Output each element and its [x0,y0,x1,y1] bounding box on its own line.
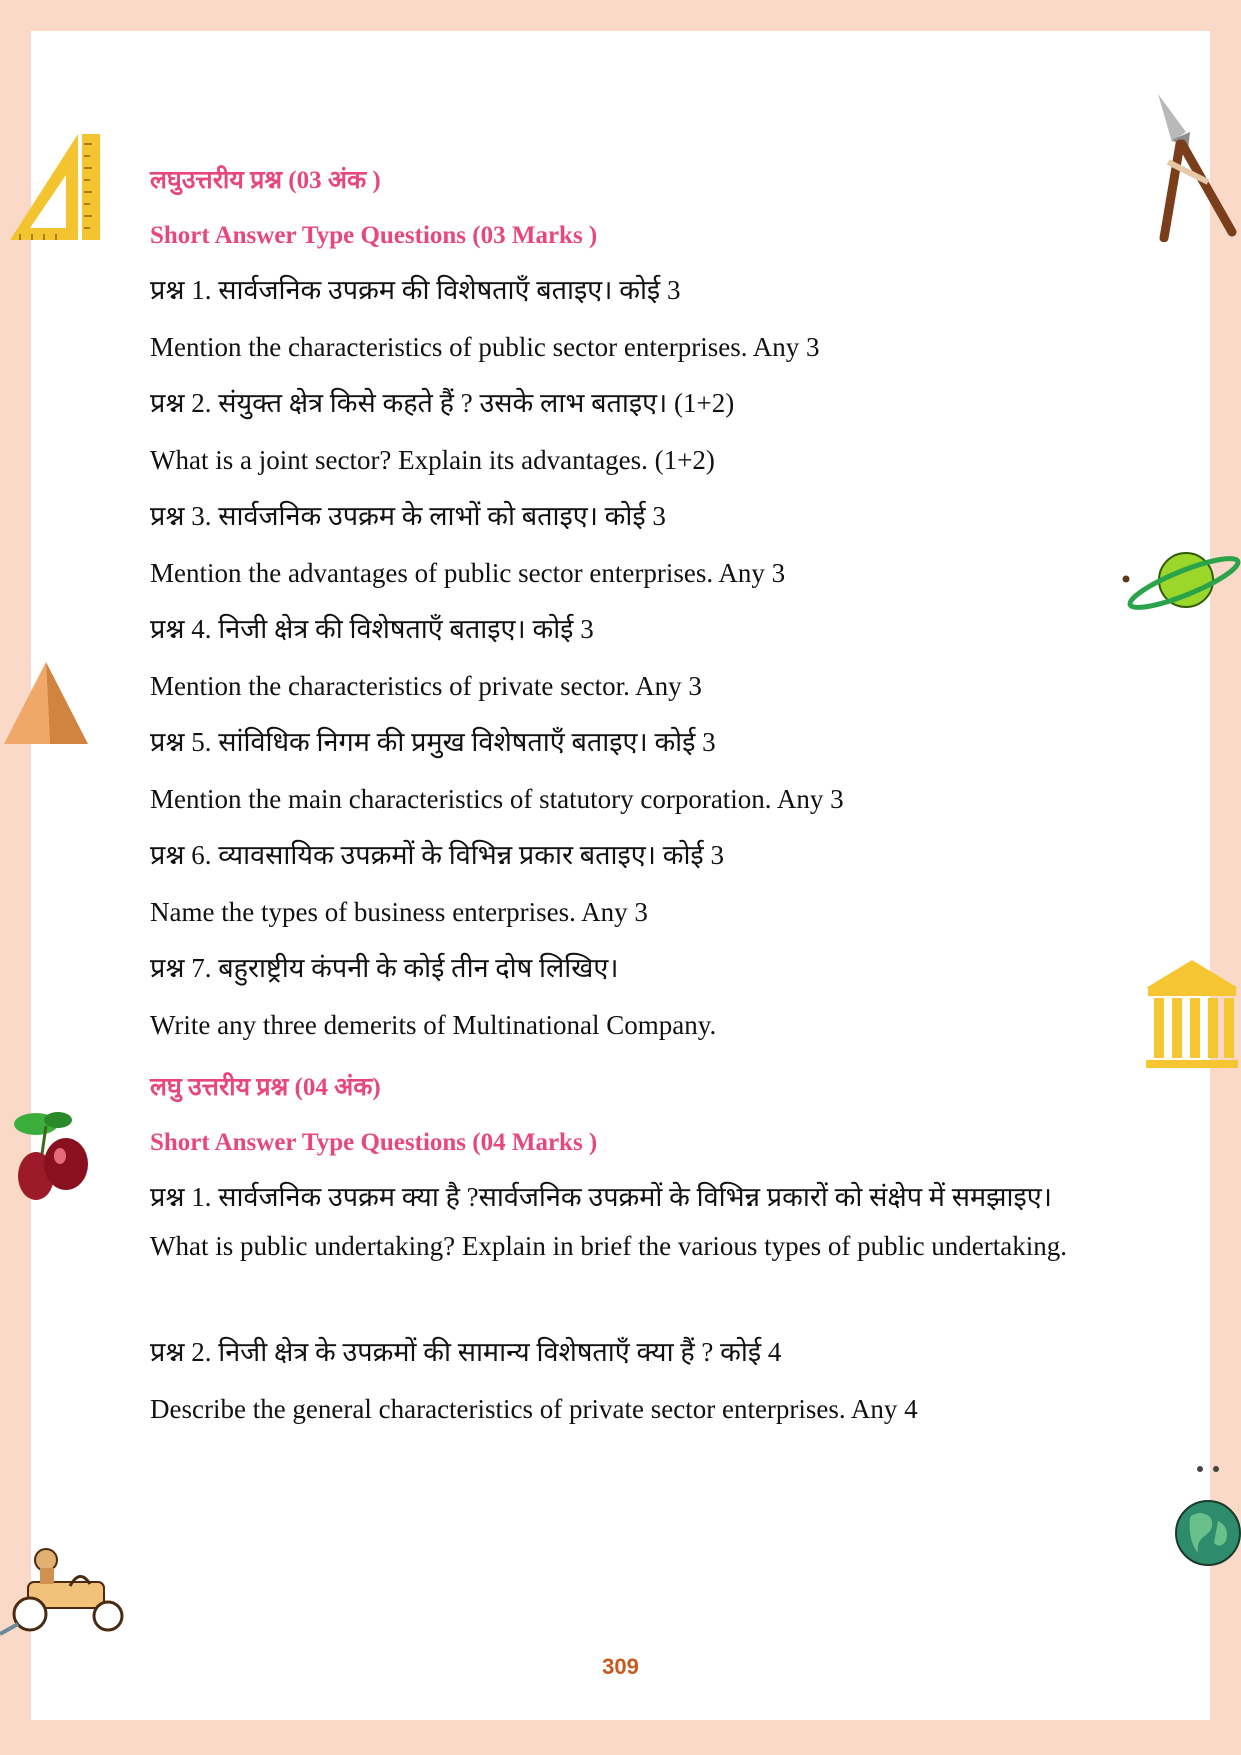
page-sheet [31,31,1210,1720]
question-hindi: प्रश्न 1. सार्वजनिक उपक्रम की विशेषताएँ बताइए। कोई 3 [150,275,681,305]
section2-heading-hindi: लघु उत्तरीय प्रश्न (04 अंक) [150,1074,381,1101]
pruning-shears-icon [1148,92,1241,242]
globe-icon [1170,1465,1241,1575]
page-number: 309 [602,1654,639,1679]
question-hindi: प्रश्न 5. सांविधिक निगम की प्रमुख विशेषताएँ बताइए। कोई 3 [150,727,716,757]
temple-columns-icon [1144,958,1241,1070]
question-hindi: प्रश्न 7. बहुराष्ट्रीय कंपनी के कोई तीन दोष लिखिए। [150,953,619,983]
question-english: Write any three demerits of Multinational Company. [150,1010,717,1040]
question-english: Name the types of business enterprises. Any 3 [150,897,648,927]
question-english: Mention the main characteristics of statutory corporation. Any 3 [150,784,844,814]
question-hindi: प्रश्न 6. व्यावसायिक उपक्रमों के विभिन्न प्रकार बताइए। कोई 3 [150,840,724,870]
section1-heading-hindi: लघुउत्तरीय प्रश्न (03 अंक ) [150,167,381,194]
question-english: Mention the advantages of public sector enterprises. Any 3 [150,558,786,588]
question-hindi: प्रश्न 4. निजी क्षेत्र की विशेषताएँ बताइए। कोई 3 [150,614,594,644]
cherries-icon [6,1106,91,1206]
section1-heading-english: Short Answer Type Questions (03 Marks ) [150,222,598,249]
question-english: Mention the characteristics of private sector. Any 3 [150,671,702,701]
question-english: Describe the general characteristics of private sector enterprises. Any 4 [150,1394,918,1424]
question-english: What is public undertaking? Explain in brief the various types of public undertaking. [150,1231,1068,1261]
question-english: Mention the characteristics of public sector enterprises. Any 3 [150,332,820,362]
antique-car-icon [0,1538,128,1638]
question-hindi: प्रश्न 1. सार्वजनिक उपक्रम क्या है ?सार्वजनिक उपक्रमों के विभिन्न प्रकारों को संक्षेप में समझाइए। [150,1182,1052,1212]
set-square-ruler-icon [6,130,104,245]
question-english: What is a joint sector? Explain its advantages. (1+2) [150,445,715,475]
planet-saturn-icon [1118,545,1241,615]
question-hindi: प्रश्न 3. सार्वजनिक उपक्रम के लाभों को बताइए। कोई 3 [150,501,666,531]
question-hindi: प्रश्न 2. निजी क्षेत्र के उपक्रमों की सामान्य विशेषताएँ क्या हैं ? कोई 4 [150,1337,782,1367]
pyramid-icon [2,658,90,748]
section2-heading-english: Short Answer Type Questions (04 Marks ) [150,1129,598,1156]
question-hindi: प्रश्न 2. संयुक्त क्षेत्र किसे कहते हैं ? उसके लाभ बताइए। (1+2) [150,388,735,418]
